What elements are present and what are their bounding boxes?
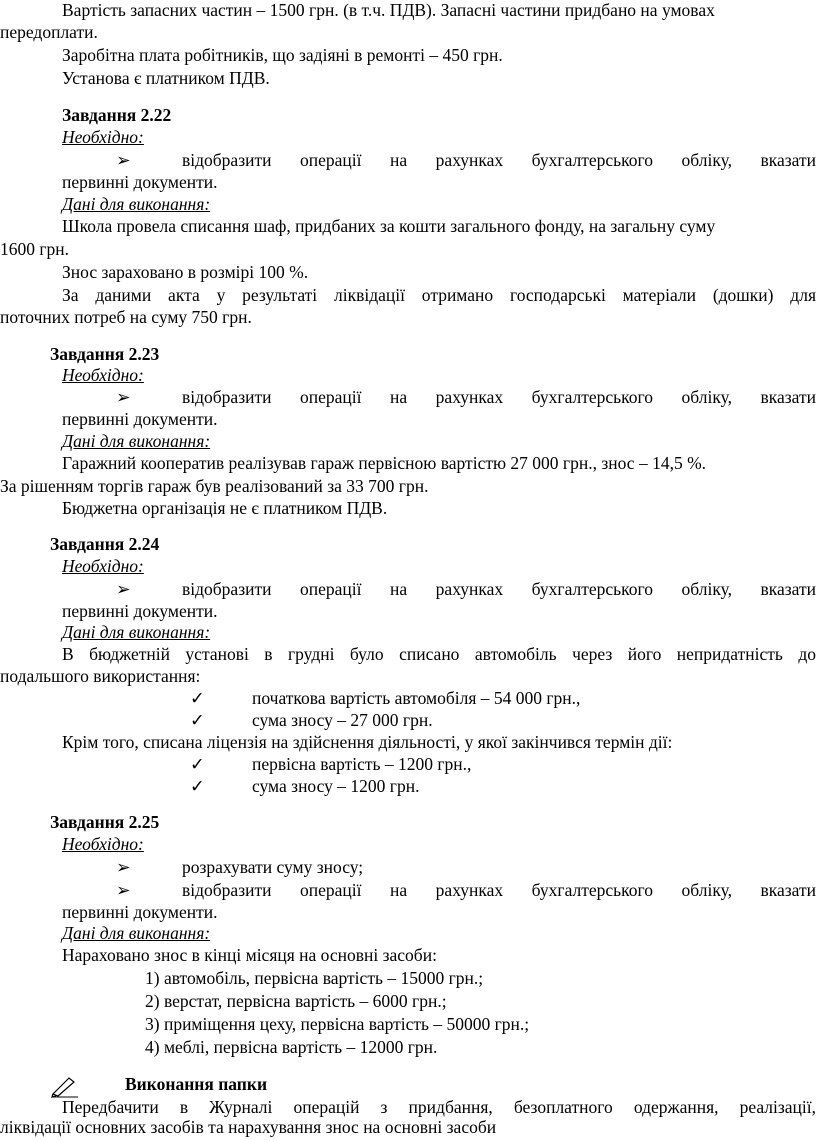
task-2-25-required-label: Необхідно: xyxy=(62,834,144,854)
task-2-24-data-2: Крім того, списана ліцензія на здійснення діяльності, у якої закінчився термін дії: xyxy=(62,732,673,752)
task-2-22-data-1a: Школа провела списання шаф, придбаних за кошти загального фонду, на загальну суму xyxy=(62,216,716,236)
arrow-bullet-icon: ➢ xyxy=(116,387,131,407)
task-2-24-title: Завдання 2.24 xyxy=(50,534,160,554)
task-2-22-data-1b: 1600 грн. xyxy=(0,239,70,259)
folder-title: Виконання папки xyxy=(125,1074,268,1094)
task-2-25-item-1: 1) автомобіль, первісна вартість – 15000 грн.; xyxy=(145,968,484,988)
task-2-25-given-label: Дані для виконання: xyxy=(62,923,211,943)
task-2-23-step-1: ➢ відобразити операції на рахунках бухгалтерського обліку, вказати xyxy=(62,386,816,409)
task-2-25-item-4: 4) меблі, первісна вартість – 12000 грн. xyxy=(145,1037,438,1057)
task-2-24-check-1: ✓ початкова вартість автомобіля – 54 000 грн., xyxy=(190,687,816,710)
check-bullet-icon: ✓ xyxy=(190,688,205,708)
task-2-22-title: Завдання 2.22 xyxy=(62,105,172,125)
task-2-25-data-1: Нараховано знос в кінці місяця на основні засоби: xyxy=(62,945,437,965)
folder-line-2: ліквідації основних засобів та нарахування знос на основні засоби xyxy=(0,1117,497,1137)
check-bullet-icon: ✓ xyxy=(190,776,205,796)
arrow-bullet-icon: ➢ xyxy=(116,579,131,599)
intro-line-3: Установа є платником ПДВ. xyxy=(62,68,270,88)
task-2-24-data-1a: В бюджетній установі в грудні було списано автомобіль через його непридатність до xyxy=(62,644,816,664)
task-2-22-step-1: ➢ відобразити операції на рахунках бухгалтерського обліку, вказати xyxy=(62,149,816,172)
task-2-24-given-label: Дані для виконання: xyxy=(62,622,211,642)
task-2-23-given-label: Дані для виконання: xyxy=(62,431,211,451)
task-2-23-data-1a: Гаражний кооператив реалізував гараж первісною вартістю 27 000 грн., знос – 14,5 %. xyxy=(62,453,707,473)
task-2-23-step-1-cont: первинні документи. xyxy=(62,409,218,429)
task-2-25-item-3: 3) приміщення цеху, первісна вартість – 50000 грн.; xyxy=(145,1014,530,1034)
task-2-24-check-4: ✓ сума зносу – 1200 грн. xyxy=(190,775,816,798)
task-2-25-step-2-cont: первинні документи. xyxy=(62,902,218,922)
task-2-24-check-2: ✓ сума зносу – 27 000 грн. xyxy=(190,709,816,732)
task-2-22-data-2: Знос зараховано в розмірі 100 %. xyxy=(62,262,309,282)
check-bullet-icon: ✓ xyxy=(190,710,205,730)
task-2-23-data-2: Бюджетна організація не є платником ПДВ. xyxy=(62,498,388,518)
task-2-24-data-1b: подальшого використання: xyxy=(0,666,201,686)
task-2-25-title: Завдання 2.25 xyxy=(50,812,160,832)
intro-line-2: Заробітна плата робітників, що задіяні в ремонті – 450 грн. xyxy=(62,45,503,65)
task-2-24-step-1: ➢ відобразити операції на рахунках бухгалтерського обліку, вказати xyxy=(62,578,816,601)
task-2-22-required-label: Необхідно: xyxy=(62,127,144,147)
check-bullet-icon: ✓ xyxy=(190,754,205,774)
task-2-22-data-3b: поточних потреб на суму 750 грн. xyxy=(0,307,252,327)
task-2-25-step-2: ➢ відобразити операції на рахунках бухгалтерського обліку, вказати xyxy=(62,879,816,902)
task-2-24-check-3: ✓ первісна вартість – 1200 грн., xyxy=(190,753,816,776)
task-2-23-title: Завдання 2.23 xyxy=(50,344,160,364)
task-2-23-data-1b: За рішенням торгів гараж був реалізований за 33 700 грн. xyxy=(0,476,429,496)
task-2-24-required-label: Необхідно: xyxy=(62,556,144,576)
task-2-25-item-2: 2) верстат, первісна вартість – 6000 грн.; xyxy=(145,991,447,1011)
task-2-22-step-1-cont: первинні документи. xyxy=(62,172,218,192)
pencil-icon xyxy=(50,1074,80,1098)
intro-line-1: Вартість запасних частин – 1500 грн. (в т.ч. ПДВ). Запасні частини придбано на умовах xyxy=(62,0,715,20)
task-2-25-step-1: ➢ розрахувати суму зносу; xyxy=(62,856,816,879)
intro-line-1b: передоплати. xyxy=(0,22,98,42)
arrow-bullet-icon: ➢ xyxy=(116,150,131,170)
task-2-24-step-1-cont: первинні документи. xyxy=(62,601,218,621)
task-2-23-required-label: Необхідно: xyxy=(62,365,144,385)
folder-line-1: Передбачити в Журналі операцій з придбання, безоплатного одержання, реалізації, xyxy=(62,1097,816,1117)
arrow-bullet-icon: ➢ xyxy=(116,857,131,877)
task-2-22-given-label: Дані для виконання: xyxy=(62,194,211,214)
arrow-bullet-icon: ➢ xyxy=(116,880,131,900)
task-2-22-data-3a: За даними акта у результаті ліквідації отримано господарські матеріали (дошки) для xyxy=(62,285,816,305)
